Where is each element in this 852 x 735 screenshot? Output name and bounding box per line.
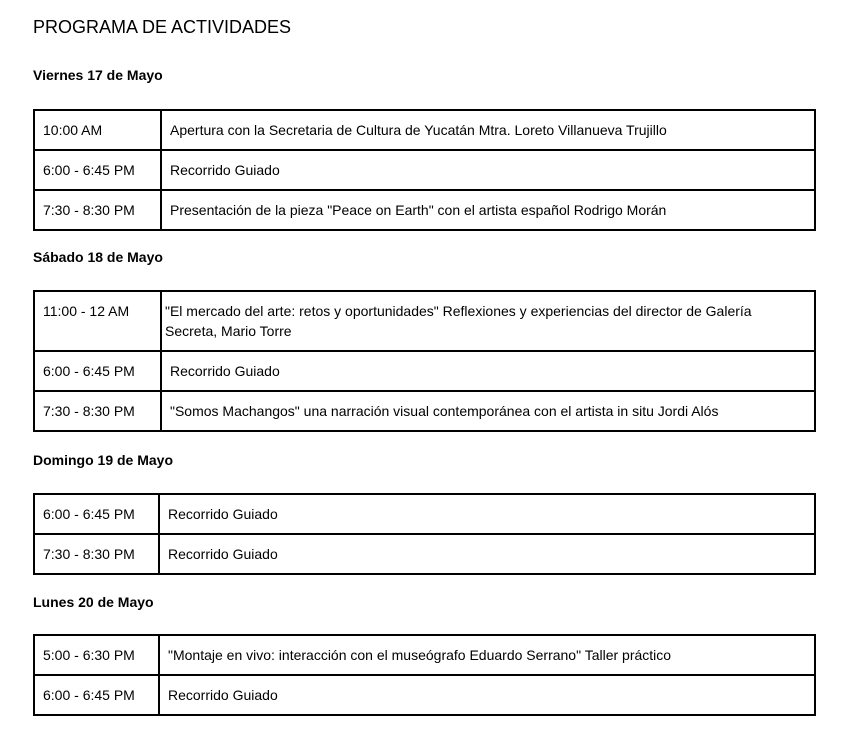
table-row: [34, 291, 815, 351]
day-heading-viernes: Viernes 17 de Mayo: [33, 67, 163, 83]
time-cell: 6:00 - 6:45 PM: [34, 150, 161, 190]
time-cell: 7:30 - 8:30 PM: [34, 391, 161, 431]
time-cell: 5:00 - 6:30 PM: [34, 635, 159, 675]
table-row: [34, 190, 815, 230]
table-row: [34, 635, 815, 675]
table-row: [34, 150, 815, 190]
activity-cell: Recorrido Guiado: [159, 534, 815, 574]
time-cell: 7:30 - 8:30 PM: [34, 534, 159, 574]
table-row: [34, 534, 815, 574]
activity-cell: Apertura con la Secretaria de Cultura de Yucatán Mtra. Loreto Villanueva Trujillo: [161, 110, 815, 150]
time-cell: 6:00 - 6:45 PM: [34, 494, 159, 534]
activity-cell: Recorrido Guiado: [159, 494, 815, 534]
activity-cell: Recorrido Guiado: [161, 150, 815, 190]
activity-cell: "Montaje en vivo: interacción con el museógrafo Eduardo Serrano" Taller práctico: [159, 635, 815, 675]
table-row: [34, 391, 815, 431]
schedule-table-domingo: [33, 493, 816, 575]
day-heading-domingo: Domingo 19 de Mayo: [33, 452, 174, 468]
table-row: [34, 675, 815, 715]
day-heading-sabado: Sábado 18 de Mayo: [33, 249, 163, 265]
activity-cell: "Somos Machangos" una narración visual contemporánea con el artista in situ Jordi Alós: [161, 391, 815, 431]
schedule-table-sabado: [33, 290, 816, 432]
schedule-table-viernes: [33, 109, 816, 231]
table-row: [34, 351, 815, 391]
time-cell: 10:00 AM: [34, 110, 161, 150]
activity-cell: Recorrido Guiado: [159, 675, 815, 715]
day-heading-lunes: Lunes 20 de Mayo: [33, 594, 154, 610]
time-cell: 6:00 - 6:45 PM: [34, 675, 159, 715]
activity-cell: Presentación de la pieza "Peace on Earth" con el artista español Rodrigo Morán: [161, 190, 815, 230]
time-cell: 11:00 - 12 AM: [34, 291, 161, 351]
time-cell: 7:30 - 8:30 PM: [34, 190, 161, 230]
activity-cell: Recorrido Guiado: [161, 351, 815, 391]
page-title: PROGRAMA DE ACTIVIDADES: [33, 17, 292, 37]
table-row: [34, 494, 815, 534]
table-row: [34, 110, 815, 150]
time-cell: 6:00 - 6:45 PM: [34, 351, 161, 391]
activity-cell: "El mercado del arte: retos y oportunidades" Reflexiones y experiencias del director de Galería Secreta, Mario Torre: [161, 291, 815, 351]
schedule-table-lunes: [33, 634, 816, 716]
